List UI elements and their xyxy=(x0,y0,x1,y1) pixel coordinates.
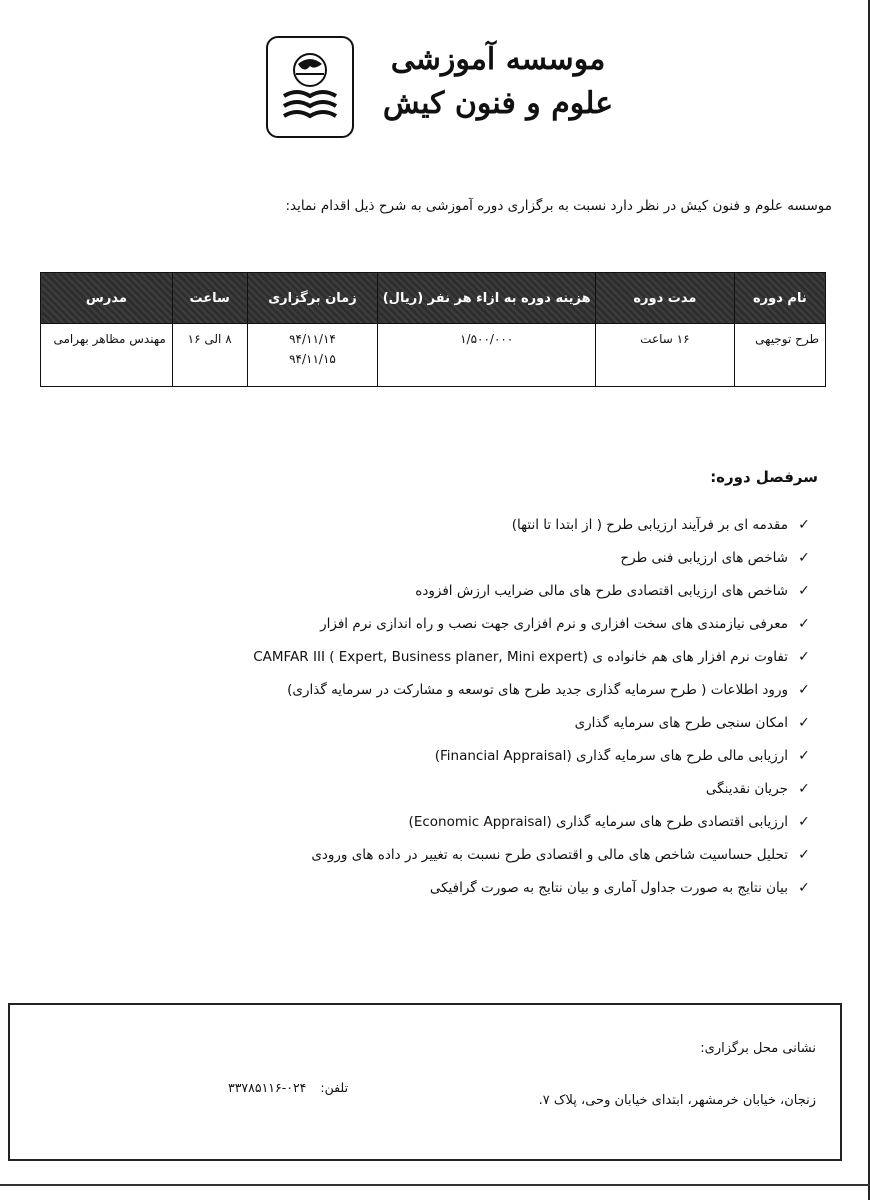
course-table xyxy=(40,272,826,387)
checkmark-icon: ✓ xyxy=(798,648,810,665)
list-item-text: تحلیل حساسیت شاخص های مالی و اقتصادی طرح نسبت به تغییر در داده های ورودی xyxy=(311,846,788,863)
list-item-text: تفاوت نرم افزار های هم خانواده ی CAMFAR III ( Expert, Business planer, Mini expert) xyxy=(253,648,788,665)
checkmark-icon: ✓ xyxy=(798,747,810,764)
list-item xyxy=(98,706,818,739)
list-item-text: ارزیابی اقتصادی طرح های سرمایه گذاری (Economic Appraisal) xyxy=(408,813,788,830)
list-item-text: مقدمه ای بر فرآیند ارزیابی طرح ( از ابتدا تا انتها) xyxy=(511,516,788,533)
intro-text: موسسه علوم و فنون کیش در نظر دارد نسبت به برگزاری دوره آموزشی به شرح ذیل اقدام نماید: xyxy=(285,198,832,214)
list-item xyxy=(98,739,818,772)
list-item-text: جریان نقدینگی xyxy=(705,780,788,797)
list-item xyxy=(98,772,818,805)
list-item xyxy=(98,805,818,838)
institute-name xyxy=(348,38,648,126)
phone-label: تلفن: xyxy=(320,1080,349,1095)
syllabus-title: سرفصل دوره: xyxy=(710,468,818,486)
list-item xyxy=(98,838,818,871)
checkmark-icon: ✓ xyxy=(798,615,810,632)
cell-duration: ۱۶ ساعت xyxy=(595,324,734,387)
list-item xyxy=(98,607,818,640)
header-instructor: مدرس xyxy=(41,273,173,324)
cell-course-name: طرح توجیهی xyxy=(734,324,825,387)
syllabus-list xyxy=(98,508,818,904)
list-item-text: شاخص های ارزیابی اقتصادی طرح های مالی ضرایب ارزش افزوده xyxy=(415,582,788,599)
page-border-bottom xyxy=(0,1184,870,1186)
letterhead xyxy=(262,32,662,142)
list-item-text: ارزیابی مالی طرح های سرمایه گذاری (Financial Appraisal) xyxy=(434,747,788,764)
checkmark-icon: ✓ xyxy=(798,549,810,566)
list-item-text: ورود اطلاعات ( طرح سرمایه گذاری جدید طرح های توسعه و مشارکت در سرمایه گذاری) xyxy=(287,681,788,698)
list-item xyxy=(98,640,818,673)
checkmark-icon: ✓ xyxy=(798,516,810,533)
header-date: زمان برگزاری xyxy=(247,273,378,324)
checkmark-icon: ✓ xyxy=(798,879,810,896)
header-duration: مدت دوره xyxy=(595,273,734,324)
list-item xyxy=(98,673,818,706)
institute-name-line2: علوم و فنون کیش xyxy=(382,86,614,121)
institute-name-line1: موسسه آموزشی xyxy=(390,42,606,77)
header-hour: ساعت xyxy=(172,273,247,324)
list-item xyxy=(98,574,818,607)
cell-fee: ۱/۵۰۰/۰۰۰ xyxy=(378,324,596,387)
address-title: نشانی محل برگزاری: xyxy=(700,1041,816,1056)
list-item-text: امکان سنجی طرح های سرمایه گذاری xyxy=(574,714,788,731)
checkmark-icon: ✓ xyxy=(798,681,810,698)
list-item-text: بیان نتایج به صورت جداول آماری و بیان نتایج به صورت گرافیکی xyxy=(429,879,788,896)
phone xyxy=(218,1080,348,1095)
list-item xyxy=(98,508,818,541)
list-item-text: شاخص های ارزیابی فنی طرح xyxy=(620,549,788,566)
header-fee: هزینه دوره به ازاء هر نفر (ریال) xyxy=(378,273,596,324)
address-text: زنجان، خیابان خرمشهر، ابتدای خیابان وحی، پلاک ۷. xyxy=(538,1093,816,1108)
institute-logo-icon xyxy=(266,36,354,138)
cell-hour: ۸ الی ۱۶ xyxy=(172,324,247,387)
cell-date xyxy=(247,324,378,387)
list-item xyxy=(98,541,818,574)
table-header-row xyxy=(41,273,826,324)
address-box xyxy=(8,1003,842,1161)
checkmark-icon: ✓ xyxy=(798,714,810,731)
table-row xyxy=(41,324,826,387)
cell-date-end: ۹۴/۱۱/۱۵ xyxy=(289,352,336,366)
list-item-text: معرفی نیازمندی های سخت افزاری و نرم افزاری جهت نصب و راه اندازی نرم افزار xyxy=(320,615,788,632)
cell-date-start: ۹۴/۱۱/۱۴ xyxy=(289,332,336,346)
list-item xyxy=(98,871,818,904)
checkmark-icon: ✓ xyxy=(798,813,810,830)
checkmark-icon: ✓ xyxy=(798,780,810,797)
header-course-name: نام دوره xyxy=(734,273,825,324)
checkmark-icon: ✓ xyxy=(798,582,810,599)
cell-instructor: مهندس مظاهر بهرامی xyxy=(41,324,173,387)
phone-number: ۰۲۴-۳۳۷۸۵۱۱۶ xyxy=(228,1080,307,1095)
checkmark-icon: ✓ xyxy=(798,846,810,863)
